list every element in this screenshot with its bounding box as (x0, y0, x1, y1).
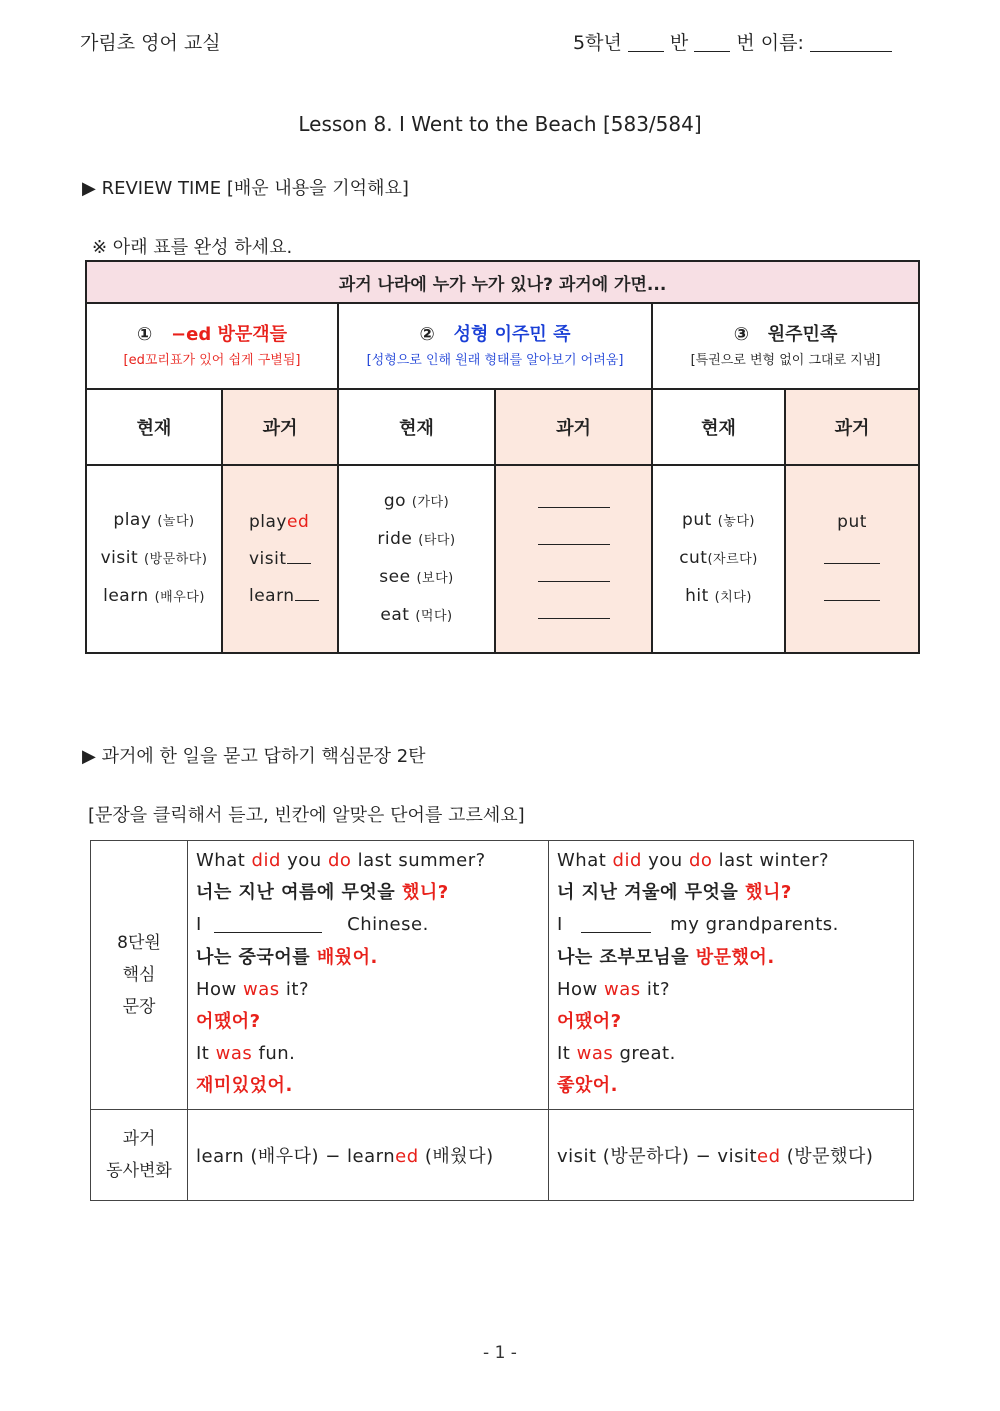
answer-blank[interactable] (538, 487, 610, 508)
list-item (339, 597, 494, 635)
answer-blank[interactable] (824, 580, 880, 601)
verb: put (682, 510, 712, 530)
core-heading: ▶ 과거에 한 일을 묻고 답하기 핵심문장 2탄 (82, 746, 426, 767)
col-present: 현재 (86, 389, 222, 465)
group-natives (652, 303, 919, 389)
list-item (653, 540, 784, 578)
answer-blank[interactable] (581, 932, 651, 933)
group2-past-list (495, 465, 652, 653)
verb-gloss: (놓다) (717, 514, 755, 529)
sentence-how-ko: 어땠어? (196, 1011, 261, 1033)
group-name: 성형 이주민 족 (453, 324, 571, 345)
verb-gloss: (자르다) (707, 552, 758, 567)
grade-label: 5학년 (573, 32, 622, 54)
past-stem: play (249, 511, 287, 532)
review-instruction: ※ 아래 표를 완성 하세요. (92, 237, 293, 258)
list-item: put (837, 511, 867, 532)
answer-blank[interactable] (214, 932, 322, 933)
group-transformed (338, 303, 652, 389)
col-past: 과거 (222, 389, 338, 465)
core-sentence-table (90, 840, 914, 1201)
label-line: 문장 (122, 996, 156, 1017)
answer-blank[interactable] (538, 561, 610, 582)
col-past: 과거 (495, 389, 652, 465)
group-ed-visitors (86, 303, 338, 389)
verb: cut (679, 548, 708, 568)
verb-gloss: (보다) (416, 571, 454, 586)
row-label-verb-change (91, 1109, 188, 1200)
label-line: 8단원 (117, 932, 161, 953)
sentence-it[interactable]: It was great. (557, 1043, 676, 1065)
verb: hit (685, 586, 709, 606)
sentence-answer-ko: 나는 조부모님을 방문했어. (557, 946, 775, 968)
sentence-question[interactable]: What did you do last summer? (196, 850, 486, 871)
past-tense-table (85, 260, 920, 654)
list-item (339, 521, 494, 559)
group-number: ① (136, 324, 153, 345)
name-blank (810, 51, 892, 52)
verb: visit (100, 548, 139, 568)
group-name: −ed 방문객들 (171, 324, 288, 345)
verb: go (383, 491, 407, 511)
list-item (339, 559, 494, 597)
list-item (339, 483, 494, 521)
verb-gloss: (놀다) (157, 514, 195, 529)
answer-blank[interactable] (287, 563, 311, 564)
verb-gloss: (배우다) (154, 590, 205, 605)
group2-present-list (338, 465, 495, 653)
answer-blank[interactable] (538, 524, 610, 545)
sentence-question[interactable]: What did you do last winter? (557, 850, 830, 871)
label-line: 과거 (122, 1128, 156, 1149)
verb: learn (103, 586, 149, 606)
list-item (249, 578, 337, 615)
group1-present-list (86, 465, 222, 653)
past-suffix: ed (287, 511, 310, 532)
verb-gloss: (타다) (418, 533, 456, 548)
sentence-how-ko: 어땠어? (557, 1011, 622, 1033)
group3-past-list (785, 465, 919, 653)
sentence-question-ko: 너 지난 겨울에 무엇을 했니? (557, 882, 792, 904)
sentence-it[interactable]: It was fun. (196, 1043, 296, 1065)
group-name: 원주민족 (767, 324, 838, 345)
verb-gloss: (먹다) (415, 609, 453, 624)
list-item (87, 502, 221, 540)
grade-blank (628, 51, 664, 52)
sentence-answer[interactable]: I Chinese. (196, 914, 429, 936)
verb-change-learn: learn (배우다) − learned (배웠다) (188, 1109, 549, 1200)
list-item (87, 540, 221, 578)
verb: eat (380, 605, 410, 625)
verb-gloss: (치다) (714, 590, 752, 605)
student-info-line (573, 28, 892, 55)
group-note: [성형으로 인해 원래 형태를 알아보기 어려움] (366, 353, 624, 368)
group1-past-list (222, 465, 338, 653)
answer-blank[interactable] (295, 600, 319, 601)
table-banner (86, 261, 919, 303)
col-past: 과거 (785, 389, 919, 465)
list-item (653, 578, 784, 616)
past-stem: learn (249, 585, 295, 606)
sentence-question-ko: 너는 지난 여름에 무엇을 했니? (196, 882, 449, 904)
number-label: 번 이름: (736, 32, 804, 54)
col-present: 현재 (652, 389, 785, 465)
verb-gloss: (방문하다) (144, 552, 208, 567)
sentence-it-ko: 좋았어. (557, 1075, 619, 1097)
lesson-title: Lesson 8. I Went to the Beach [583/584] (298, 112, 702, 136)
sentence-how[interactable]: How was it? (196, 978, 310, 1000)
row-label-core (91, 841, 188, 1110)
group-note: [특권으로 변형 없이 그대로 지냄] (690, 353, 881, 368)
dialog-summer (188, 841, 549, 1110)
page-number: - 1 - (483, 1343, 517, 1363)
banner-text: 과거 나라에 누가 누가 있나? 과거에 가면... (338, 274, 667, 295)
class-blank (694, 51, 730, 52)
label-line: 동사변화 (106, 1160, 172, 1181)
label-line: 핵심 (122, 964, 156, 985)
answer-blank[interactable] (824, 543, 880, 564)
sentence-answer[interactable]: I my grandparents. (557, 914, 839, 936)
list-item (249, 504, 337, 541)
verb: play (113, 510, 152, 530)
group-note: [ed꼬리표가 있어 쉽게 구별됨] (123, 353, 301, 368)
sentence-answer-ko: 나는 중국어를 배웠어. (196, 946, 378, 968)
past-stem: visit (249, 548, 287, 569)
list-item (249, 541, 337, 578)
sentence-how[interactable]: How was it? (557, 978, 671, 1000)
review-heading: ▶ REVIEW TIME [배운 내용을 기억해요] (82, 178, 409, 199)
group-number: ③ (733, 324, 749, 345)
verb: ride (377, 529, 413, 549)
sentence-it-ko: 재미있었어. (196, 1075, 293, 1097)
verb-gloss: (가다) (411, 495, 450, 510)
list-item (87, 578, 221, 616)
verb: see (379, 567, 411, 587)
group-number: ② (419, 324, 435, 345)
school-name: 가림초 영어 교실 (80, 32, 221, 54)
answer-blank[interactable] (538, 598, 610, 619)
group3-present-list (652, 465, 785, 653)
class-label: 반 (669, 32, 689, 54)
core-instruction: [문장을 클릭해서 듣고, 빈칸에 알맞은 단어를 고르세요] (88, 805, 525, 826)
col-present: 현재 (338, 389, 495, 465)
verb-change-visit: visit (방문하다) − visited (방문했다) (549, 1109, 914, 1200)
dialog-winter (549, 841, 914, 1110)
list-item (653, 502, 784, 540)
